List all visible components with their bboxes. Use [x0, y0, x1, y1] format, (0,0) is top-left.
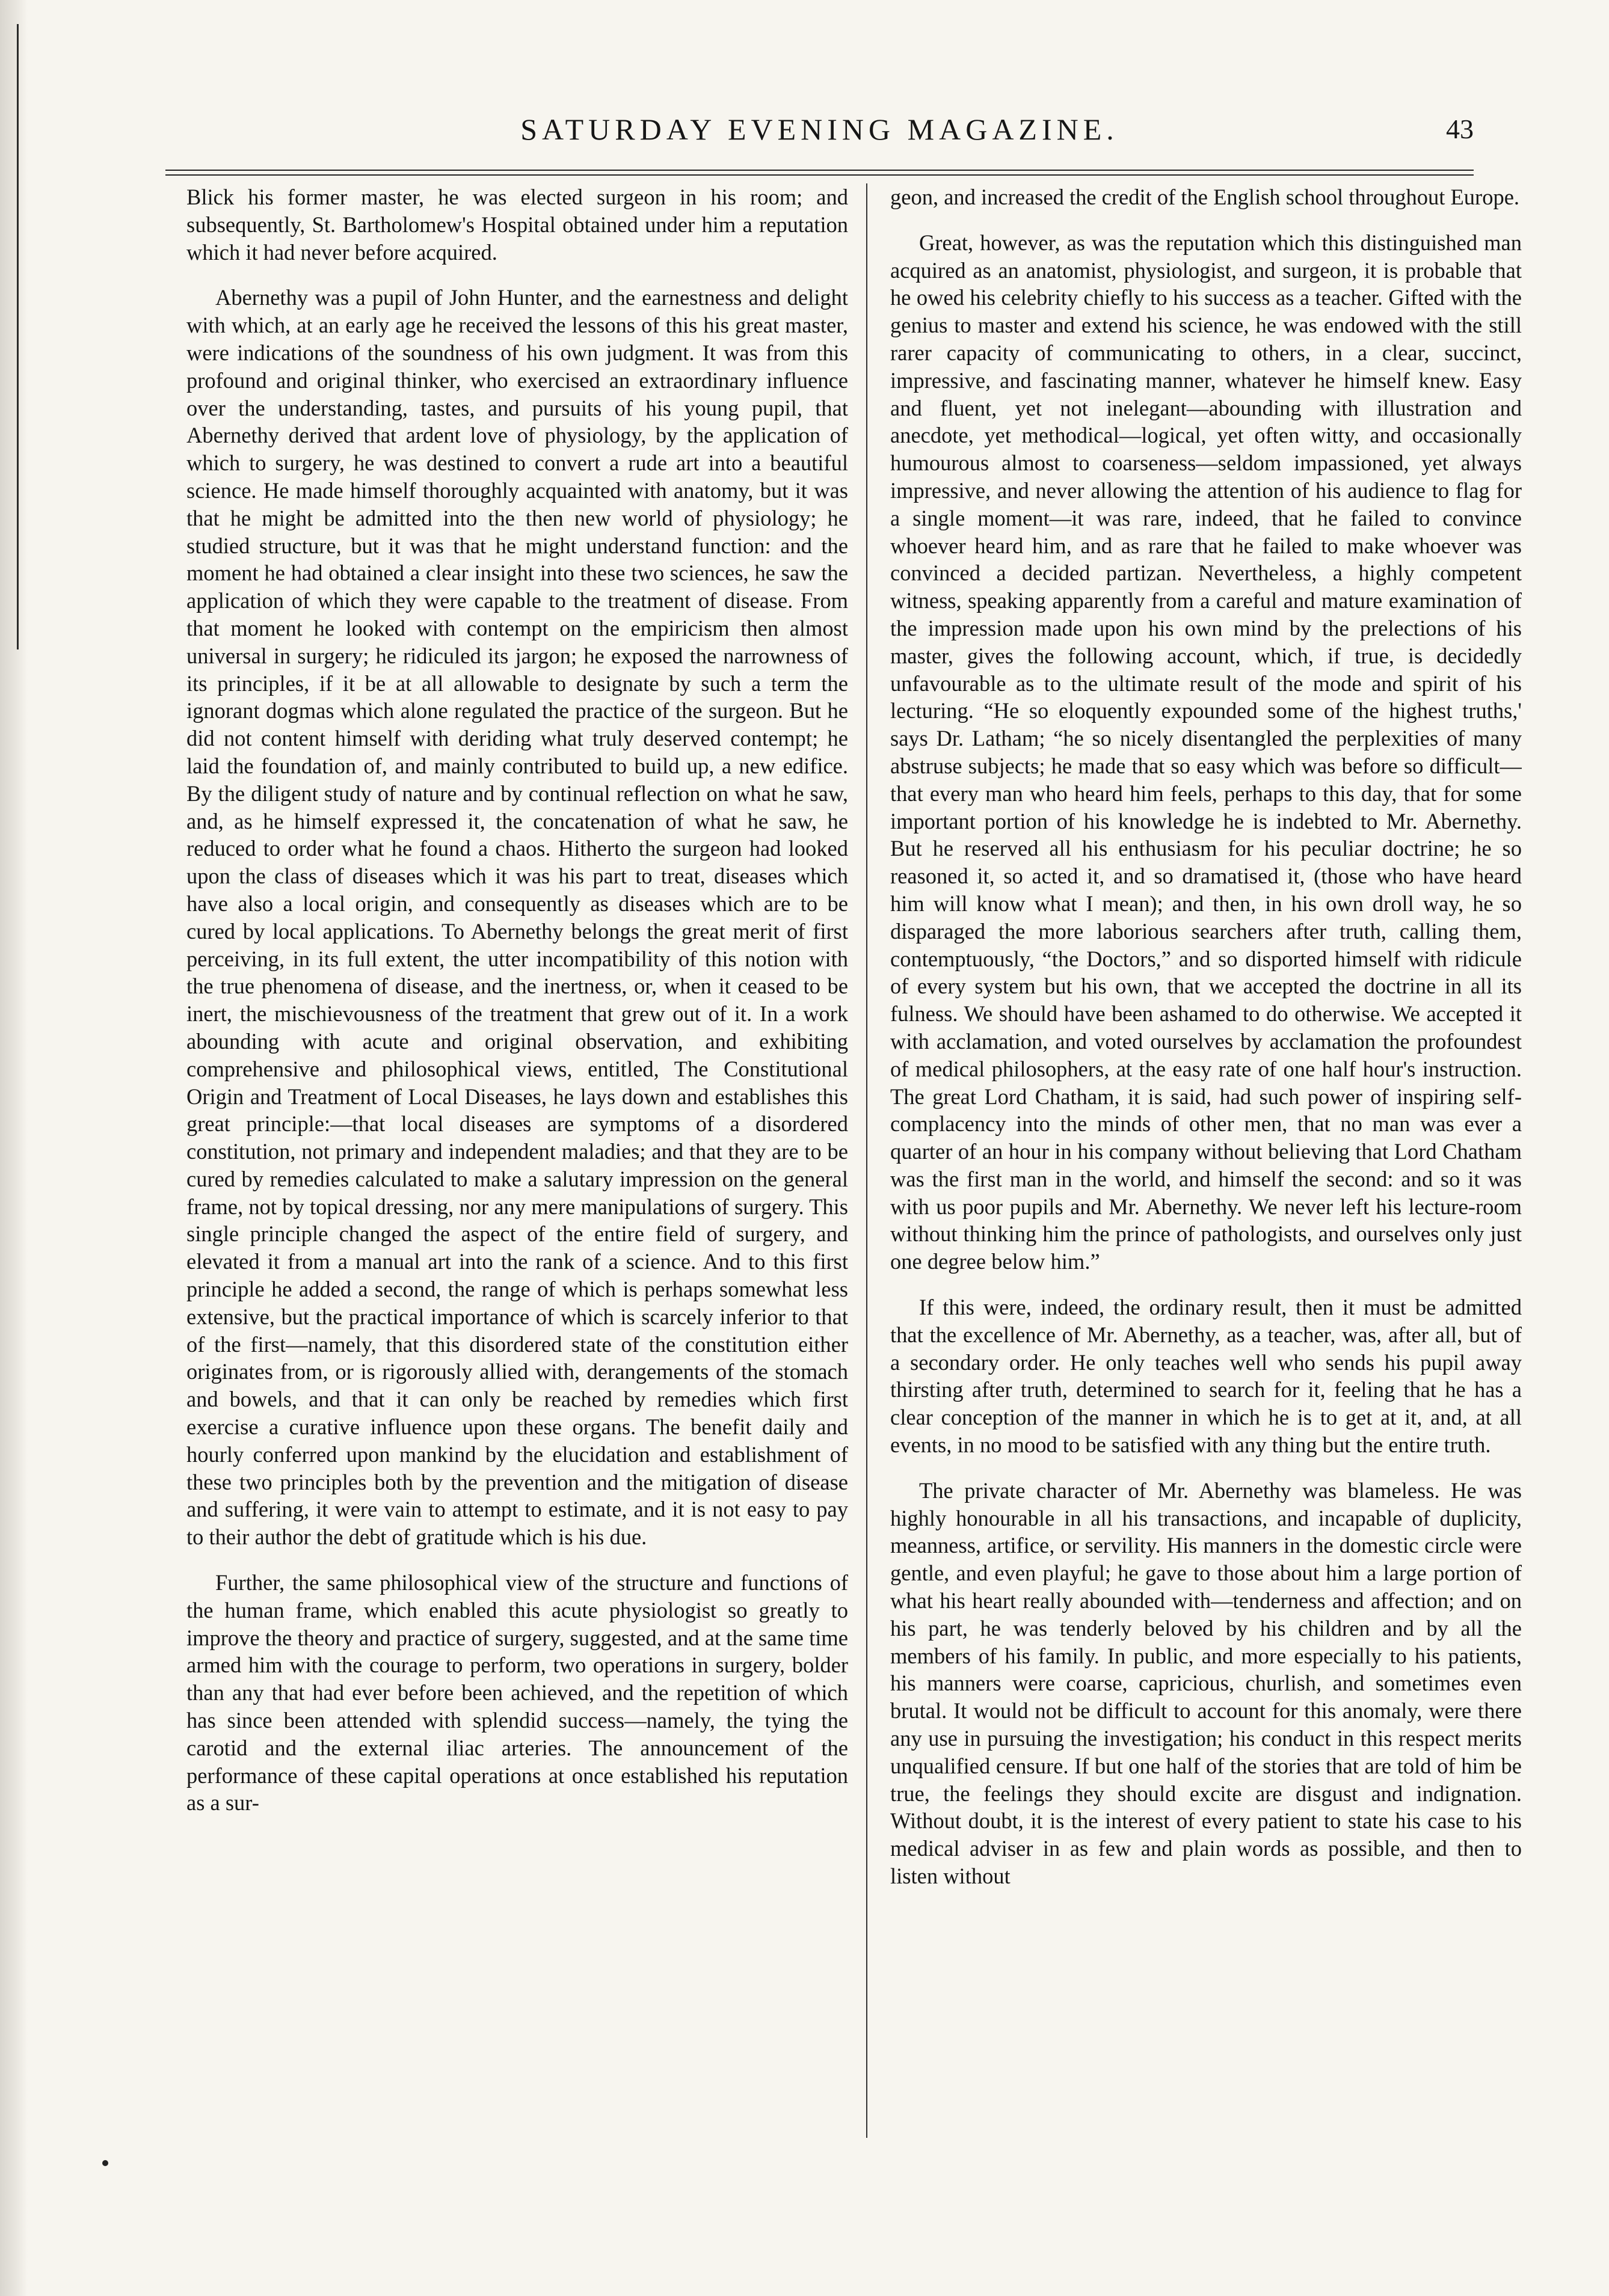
paragraph: Great, however, as was the reputation which this distinguished man acquired as an anatomist, physiologist, and surgeon, it is probable that he owed his celebrity chiefly to his success as a teacher. Gifted with the genius to master and extend his science, he was endowed with the still rarer capacity of communicating to others, in a clear, succinct, impressive, and fascinating manner, whatever he himself knew. Easy and fluent, yet not inelegant—abounding with illustration and anecdote, yet methodical—logical, yet often witty, and occasionally humourous almost to coarseness—seldom impassioned, yet always impressive, and never allowing the attention of his audience to flag for a single moment—it was rare, indeed, that he failed to convince whoever heard him, and as rare that he failed to make whoever was convinced a decided partizan. Nevertheless, a highly competent witness, speaking apparently from a careful and mature examination of the impression made upon his own mind by the prelections of his master, gives the following account, which, if true, is decidedly unfavourable as to the ultimate result of the mode and spirit of his lecturing. “He so eloquently expounded some of the highest truths,' says Dr. Latham; “he so nicely disentangled the perplexities of many abstruse subjects; he made that so easy which was before so difficult—that every man who heard him feels, perhaps to this day, that for some important portion of his knowledge he is indebted to Mr. Abernethy. But he reserved all his enthusiasm for his peculiar doctrine; he so reasoned it, so acted it, and so dramatised it, (those who have heard him will know what I mean); and then, in his own droll way, he so disparaged the more laborious searchers after truth, calling them, contemptuously, “the Doctors,” and so disported himself with ridicule of every system but his own, that we accepted the doctrine in all its fulness. We should have been ashamed to do otherwise. We accepted it with acclamation, and voted ourselves by acclamation the profoundest of medical philosophers, at the easy rate of one half hour's instruction. The great Lord Chatham, it is said, had such power of inspiring self-complacency into the minds of other men, that no man was ever a quarter of an hour in his company without believing that Lord Chatham was the first man in the world, and himself the second: and so it was with us poor pupils and Mr. Abernethy. We never left his lecture-room without thinking him the prince of pathologists, and ourselves only just one degree below him.”	[890, 230, 1522, 1274]
page-number: 43	[1446, 114, 1474, 144]
paragraph: Abernethy was a pupil of John Hunter, and the earnestness and delight with which, at an early age he received the lessons of this his great master, were indications of the soundness of his own judgment. It was from this profound and original thinker, who exercised an extraordinary influence over the understanding, tastes, and pursuits of his young pupil, that Abernethy derived that ardent love of physiology, by the application of which to surgery, he was destined to convert a rude art into a beautiful science. He made himself thoroughly acquainted with anatomy, but it was that he might be admitted into the then new world of physiology; he studied structure, but it was that he might understand function: and the moment he had obtained a clear insight into these two sciences, he saw the application of which they were capable to the treatment of disease. From that moment he looked with contempt on the empiricism then almost universal in surgery; he ridiculed its jargon; he exposed the narrowness of its principles, if it be at all allowable to designate by such a term the ignorant dogmas which alone regulated the practice of the surgeon. But he did not content himself with deriding what truly deserved contempt; he laid the foundation of, and mainly contributed to build up, a new edifice. By the diligent study of nature and by continual reflection on what he saw, and, as he himself expressed it, the concatenation of what he saw, he reduced to order what he found a chaos. Hitherto the surgeon had looked upon the class of diseases which it was his part to treat, diseases which have also a local origin, and consequently as diseases which are to be cured by local applications. To Abernethy belongs the great merit of first perceiving, in its full extent, the utter incompatibility of this notion with the true phenomena of disease, and the inertness, or, when it ceased to be inert, the mischievousness of the treatment that grew out of it. In a work abounding with acute and original observation, and exhibiting comprehensive and philosophical views, entitled, The Constitutional Origin and Treatment of Local Diseases, he lays down and establishes this great principle:—that local diseases are symptoms of a disordered constitution, not primary and independent maladies; and that they are to be cured by remedies calculated to make a salutary impression on the general frame, not by topical dressing, nor any mere manipulations of surgery. This single principle changed the aspect of the entire field of surgery, and elevated it from a manual art into the rank of a science. And to this first principle he added a second, the range of which is perhaps somewhat less extensive, but the practical importance of which is scarcely inferior to that of the first—namely, that this disordered state of the constitution either originates from, or is rigorously allied with, derangements of the stomach and bowels, and that it can only be reached by remedies which first exercise a curative influence upon these organs. The benefit daily and hourly conferred upon mankind by the elucidation and establishment of these two principles both by the prevention and the mitigation of disease and suffering, it were vain to attempt to estimate, and it is not easy to pay to their author the debt of gratitude which is his due.	[186, 285, 848, 1550]
paragraph: Blick his former master, he was elected surgeon in his room; and subsequently, St. Bartholomew's Hospital obtained under him a reputation which it had never before acquired.	[186, 185, 848, 265]
page-binding-edge	[0, 0, 28, 2296]
paragraph: If this were, indeed, the ordinary result, then it must be admitted that the excellence of Mr. Abernethy, as a teacher, was, after all, but of a secondary order. He only teaches well who sends his pupil away thirsting after truth, determined to search for it, feeling that he has a clear conception of the manner in which he is to get at it, and, at all events, in no mood to be satisfied with any thing but the entire truth.	[890, 1295, 1522, 1458]
right-column	[890, 183, 1522, 2234]
binding-rule	[17, 24, 19, 649]
paragraph: The private character of Mr. Abernethy was blameless. He was highly honourable in all his transactions, and incapable of duplicity, meanness, artifice, or servility. His manners in the domestic circle were gentle, and even playful; he gave to those about him a large portion of what his heart really abounded with—tenderness and affection; and on his part, he was tenderly beloved by his children and by all the members of his family. In public, and more especially to his patients, his manners were coarse, capricious, churlish, and sometimes even brutal. It would not be difficult to account for this anomaly, were there any use in pursuing the investigation; his conduct in this respect merits unqualified censure. If but one half of the stories that are told of him be true, the feelings they should excite are disgust and indignation. Without doubt, it is the interest of every patient to state his case to his medical adviser in as few and plain words as possible, and then to listen without	[890, 1478, 1522, 1889]
ink-speck	[102, 2160, 108, 2166]
running-header	[165, 111, 1474, 153]
magazine-title: SATURDAY EVENING MAGAZINE.	[520, 112, 1119, 146]
header-rule	[165, 170, 1474, 176]
paragraph: geon, and increased the credit of the English school throughout Europe.	[890, 185, 1520, 209]
paragraph: Further, the same philosophical view of the structure and functions of the human frame, which enabled this acute physiologist so greatly to improve the theory and practice of surgery, suggested, and at the same time armed him with the courage to perform, two operations in surgery, bolder than any that had ever before been achieved, and the repetition of which has since been attended with splendid success—namely, the tying the carotid and the external iliac arteries. The announcement of the performance of these capital operations at once established his reputation as a sur-	[186, 1570, 848, 1816]
left-column	[186, 183, 848, 2234]
column-divider	[866, 183, 867, 2138]
